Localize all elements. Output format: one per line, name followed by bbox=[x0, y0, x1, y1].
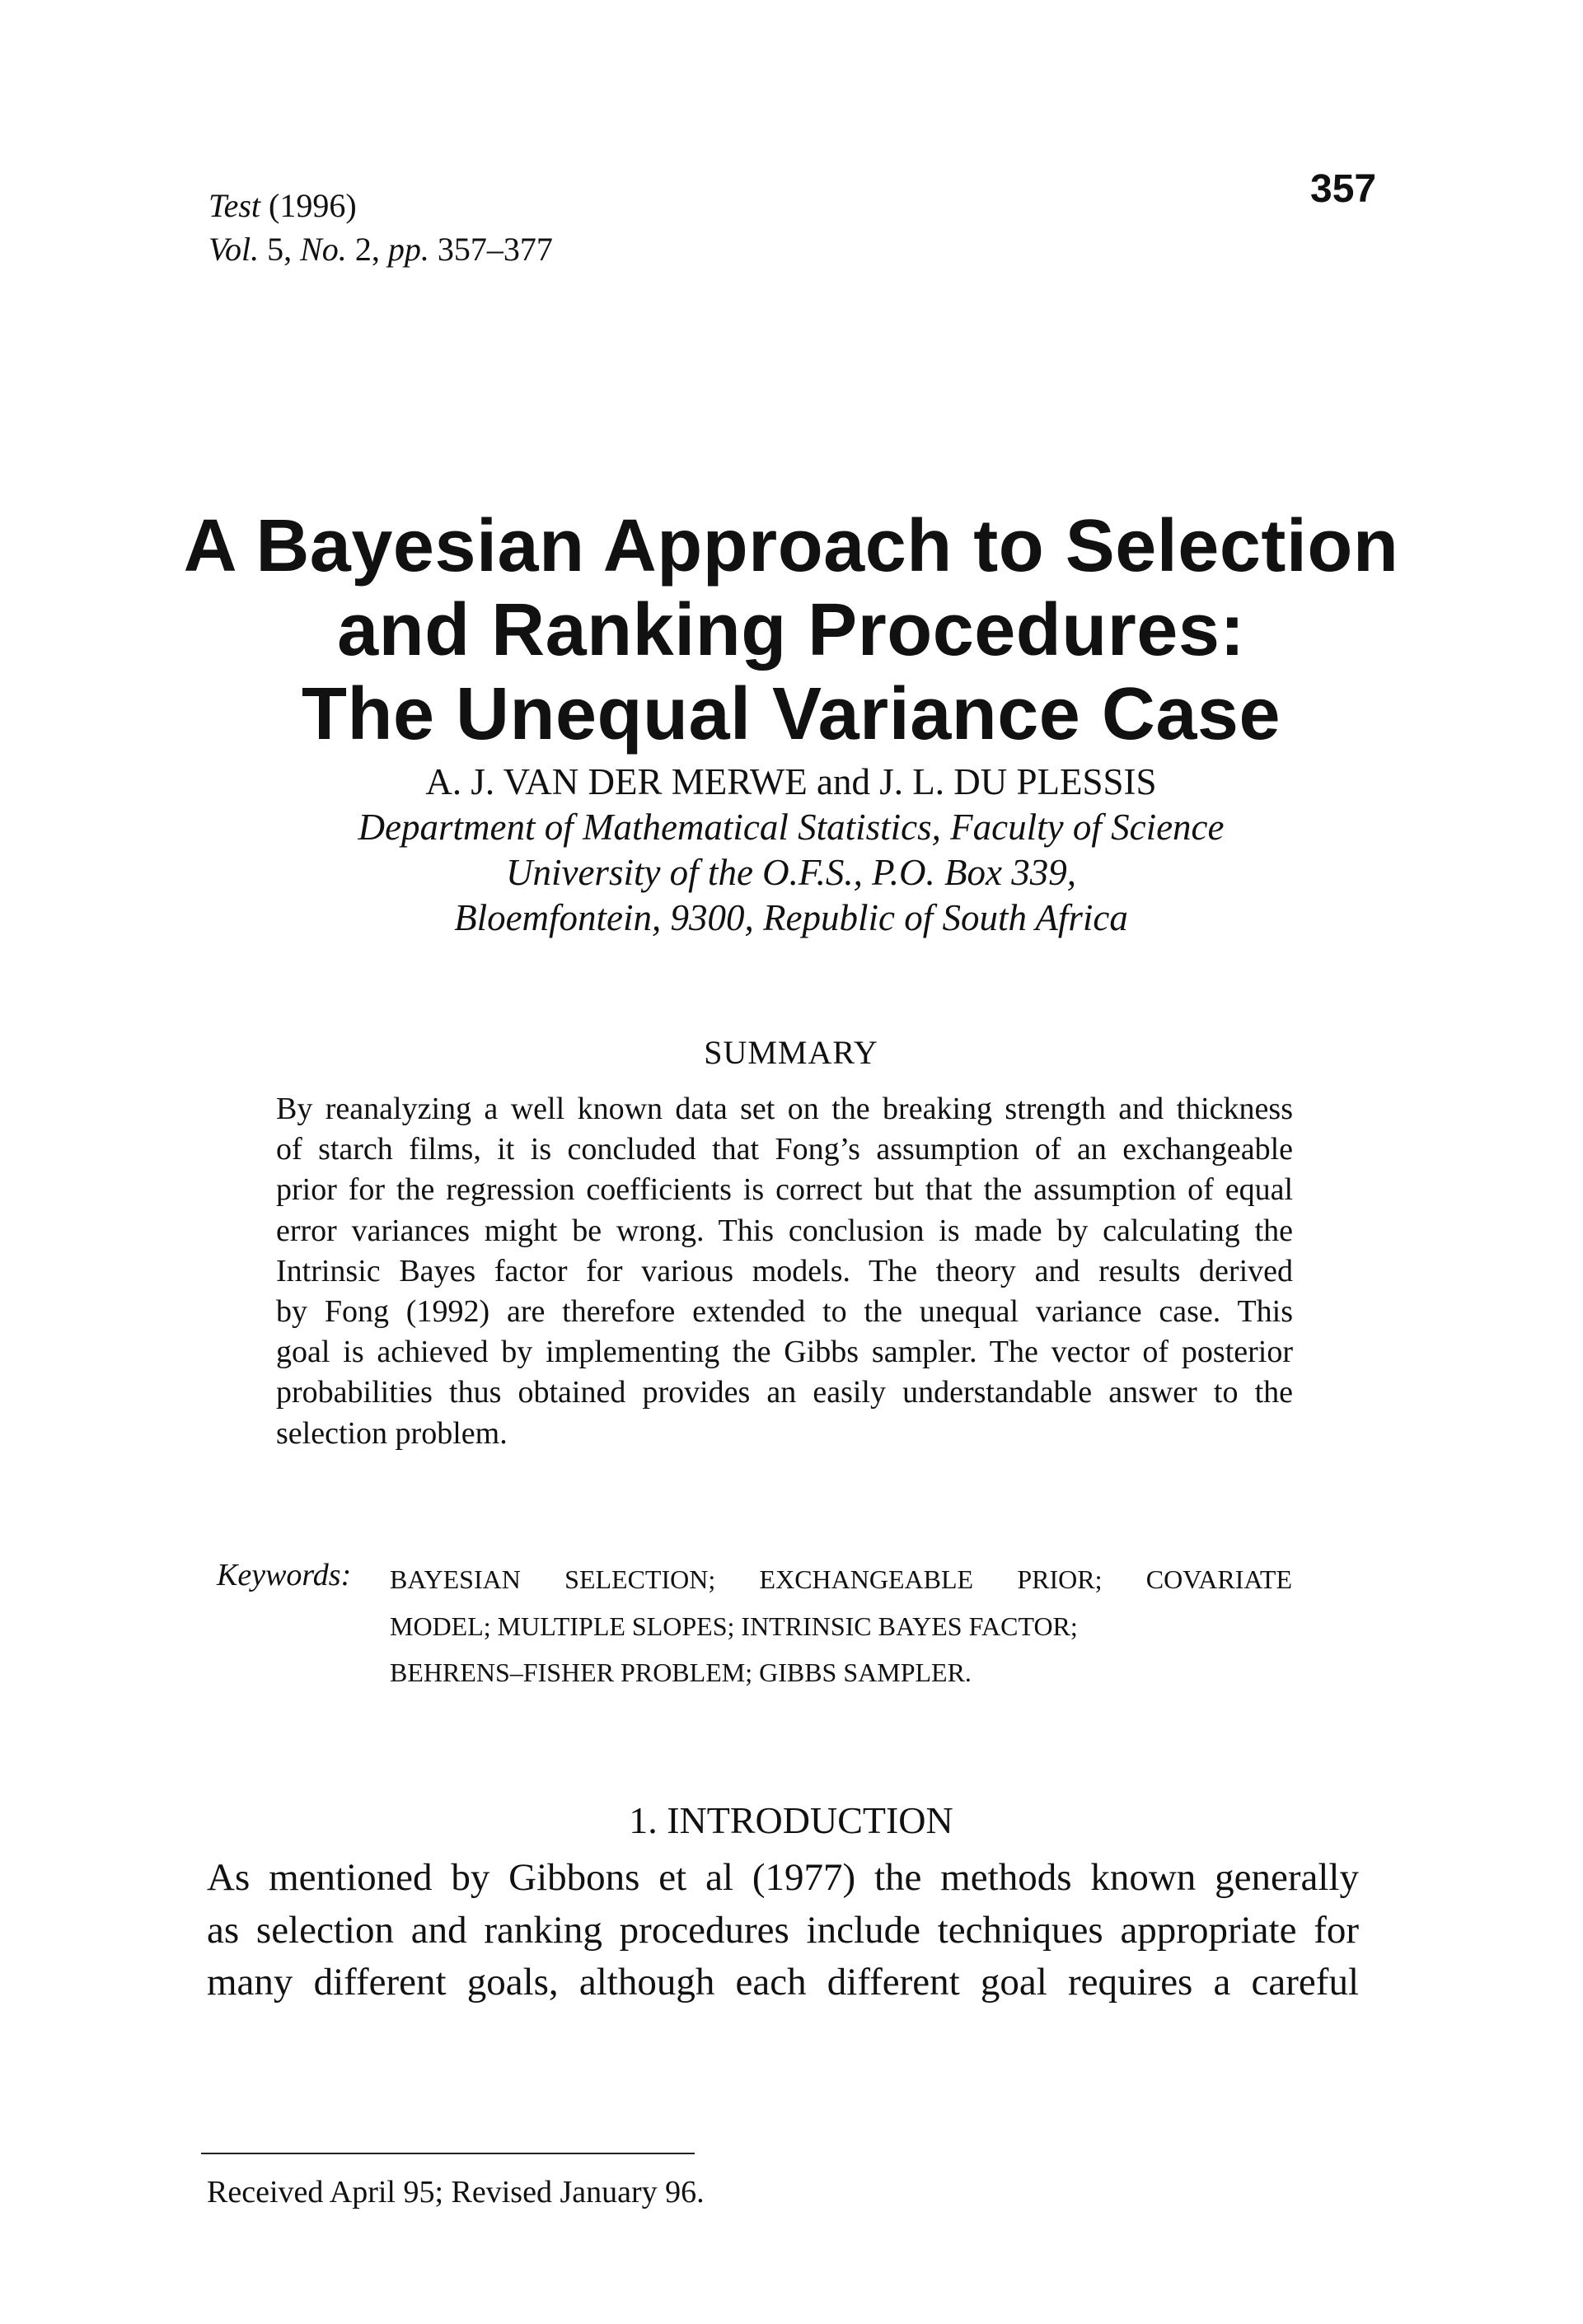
summary-line: probabilities thus obtained provides an easily understandable answer to the bbox=[276, 1375, 1293, 1410]
introduction-line: As mentioned by Gibbons et al (1977) the methods known generally bbox=[207, 1856, 1359, 1899]
summary-line: By reanalyzing a well known data set on the breaking strength and thickness bbox=[276, 1092, 1293, 1126]
keywords-line: BEHRENS–FISHER PROBLEM; GIBBS SAMPLER. bbox=[390, 1658, 972, 1687]
summary-line: selection problem. bbox=[276, 1415, 508, 1451]
journal-citation-line-2 bbox=[208, 229, 553, 270]
summary-line: goal is achieved by implementing the Gibbs sampler. The vector of posterior bbox=[276, 1335, 1293, 1370]
author-block bbox=[165, 760, 1417, 941]
title-line: and Ranking Procedures: bbox=[337, 589, 1245, 671]
summary-line: error variances might be wrong. This conclusion is made by calculating the bbox=[276, 1213, 1293, 1248]
paper-title bbox=[165, 504, 1417, 756]
page-number: 357 bbox=[1310, 167, 1377, 211]
affiliation-line: Bloemfontein, 9300, Republic of South Africa bbox=[454, 897, 1128, 938]
section-heading-introduction: 1. INTRODUCTION bbox=[629, 1799, 953, 1841]
summary-heading: SUMMARY bbox=[704, 1034, 878, 1071]
pages-range: 357–377 bbox=[429, 231, 553, 268]
affiliation-line: Department of Mathematical Statistics, Faculty of Science bbox=[358, 807, 1225, 848]
summary-line: by Fong (1992) are therefore extended to the unequal variance case. This bbox=[276, 1294, 1293, 1330]
pages-label: pp. bbox=[387, 231, 429, 268]
volume-number: 5, bbox=[259, 231, 301, 268]
summary-line: Intrinsic Bayes factor for various models. The theory and results derived bbox=[276, 1253, 1293, 1288]
volume-label: Vol. bbox=[208, 231, 260, 268]
affiliation-line: University of the O.F.S., P.O. Box 339, bbox=[505, 852, 1076, 893]
footnote-received-dates: Received April 95; Revised January 96. bbox=[207, 2175, 705, 2209]
authors: A. J. VAN DER MERWE and J. L. DU PLESSIS bbox=[425, 761, 1157, 802]
issue-label: No. bbox=[300, 231, 347, 268]
footnote-divider bbox=[201, 2153, 695, 2154]
title-line: A Bayesian Approach to Selection bbox=[183, 505, 1399, 587]
introduction-paragraph bbox=[207, 1852, 1359, 2009]
journal-name: Test bbox=[208, 187, 261, 224]
summary-paragraph bbox=[276, 1089, 1293, 1454]
introduction-line: as selection and ranking procedures include techniques appropriate for bbox=[207, 1908, 1359, 1952]
keywords-line: BAYESIAN SELECTION; EXCHANGEABLE PRIOR; COVARIATE bbox=[390, 1564, 1292, 1594]
introduction-line: many different goals, although each different goal requires a careful bbox=[207, 1961, 1359, 2004]
journal-year: (1996) bbox=[260, 187, 357, 224]
keywords-line: MODEL; MULTIPLE SLOPES; INTRINSIC BAYES FACTOR; bbox=[390, 1611, 1078, 1641]
summary-line: of starch films, it is concluded that Fong’s assumption of an exchangeable bbox=[276, 1132, 1293, 1167]
summary-line: prior for the regression coefficients is correct but that the assumption of equal bbox=[276, 1172, 1293, 1208]
keywords-label: Keywords: bbox=[217, 1558, 352, 1592]
journal-citation-line-1 bbox=[208, 185, 357, 227]
issue-number: 2, bbox=[346, 231, 388, 268]
keywords-list bbox=[390, 1556, 1292, 1696]
title-line: The Unequal Variance Case bbox=[302, 673, 1281, 755]
